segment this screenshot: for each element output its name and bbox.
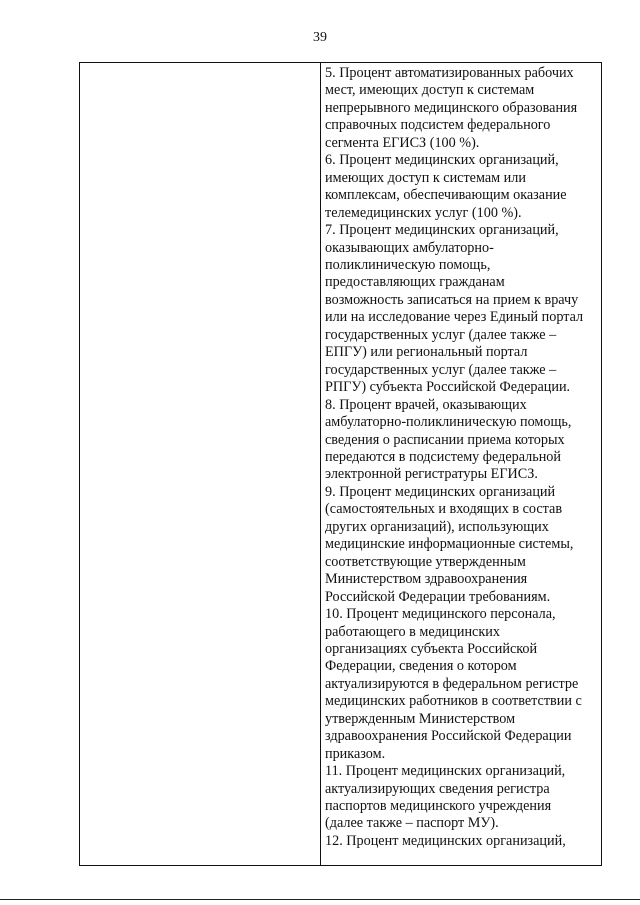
text-line: медицинские информационные системы, <box>325 536 574 553</box>
text-line: передаются в подсистему федеральной <box>325 448 561 465</box>
text-line: ЕПГУ) или региональный портал <box>325 344 528 361</box>
table-right-cell <box>325 65 600 850</box>
text-line: медицинских работников в соответствии с <box>325 693 582 710</box>
text-line: сегмента ЕГИСЗ (100 %). <box>325 134 480 151</box>
page-number: 39 <box>313 30 327 45</box>
text-line: РПГУ) субъекта Российской Федерации. <box>325 379 571 396</box>
text-line: здравоохранения Российской Федерации <box>325 728 572 745</box>
text-line: непрерывного медицинского образования <box>325 99 578 116</box>
text-line: мест, имеющих доступ к системам <box>325 82 535 99</box>
text-line: или на исследование через Единый портал <box>325 309 584 326</box>
text-line: имеющих доступ к системам или <box>325 169 526 186</box>
text-line: 11. Процент медицинских организаций, <box>325 763 566 780</box>
document-table <box>79 62 602 866</box>
text-line: оказывающих амбулаторно- <box>325 239 494 256</box>
column-divider <box>320 63 321 865</box>
text-line: электронной регистратуры ЕГИСЗ. <box>325 466 538 483</box>
text-line: 5. Процент автоматизированных рабочих <box>325 65 574 81</box>
text-line: справочных подсистем федерального <box>325 117 551 134</box>
text-line: 9. Процент медицинских организаций <box>325 483 556 500</box>
bottom-rule <box>0 899 640 900</box>
text-line: приказом. <box>325 745 386 762</box>
text-line: 12. Процент медицинских организаций, <box>325 832 566 849</box>
text-line: актуализирующих сведения регистра <box>325 780 550 797</box>
text-line: актуализируются в федеральном регистре <box>325 675 579 692</box>
text-line: государственных услуг (далее также – <box>325 361 557 378</box>
text-line: работающего в медицинских <box>325 623 500 640</box>
text-line: амбулаторно-поликлиническую помощь, <box>325 414 572 431</box>
table-left-cell <box>80 63 320 865</box>
text-line: Российской Федерации требованиям. <box>325 588 551 605</box>
text-line: комплексам, обеспечивающим оказание <box>325 187 567 204</box>
text-line: утвержденным Министерством <box>325 710 516 727</box>
text-line: Министерством здравоохранения <box>325 571 528 588</box>
text-line: 6. Процент медицинских организаций, <box>325 152 559 169</box>
text-line: соответствующие утвержденным <box>325 553 526 570</box>
text-line: 10. Процент медицинского персонала, <box>325 606 556 623</box>
text-line: организациях субъекта Российской <box>325 640 538 657</box>
text-line: поликлиническую помощь, <box>325 256 491 273</box>
text-line: Федерации, сведения о котором <box>325 658 517 675</box>
text-line: предоставляющих гражданам <box>325 274 505 291</box>
text-line: 7. Процент медицинских организаций, <box>325 222 559 239</box>
text-line: (самостоятельных и входящих в состав <box>325 501 563 518</box>
text-line: государственных услуг (далее также – <box>325 326 557 343</box>
text-line: других организаций), использующих <box>325 518 549 535</box>
text-line: 8. Процент врачей, оказывающих <box>325 396 527 413</box>
text-line: (далее также – паспорт МУ). <box>325 815 499 832</box>
text-line: возможность записаться на прием к врачу <box>325 291 579 308</box>
text-line: телемедицинских услуг (100 %). <box>325 204 522 221</box>
text-line: сведения о расписании приема которых <box>325 431 565 448</box>
text-line: паспортов медицинского учреждения <box>325 798 552 815</box>
